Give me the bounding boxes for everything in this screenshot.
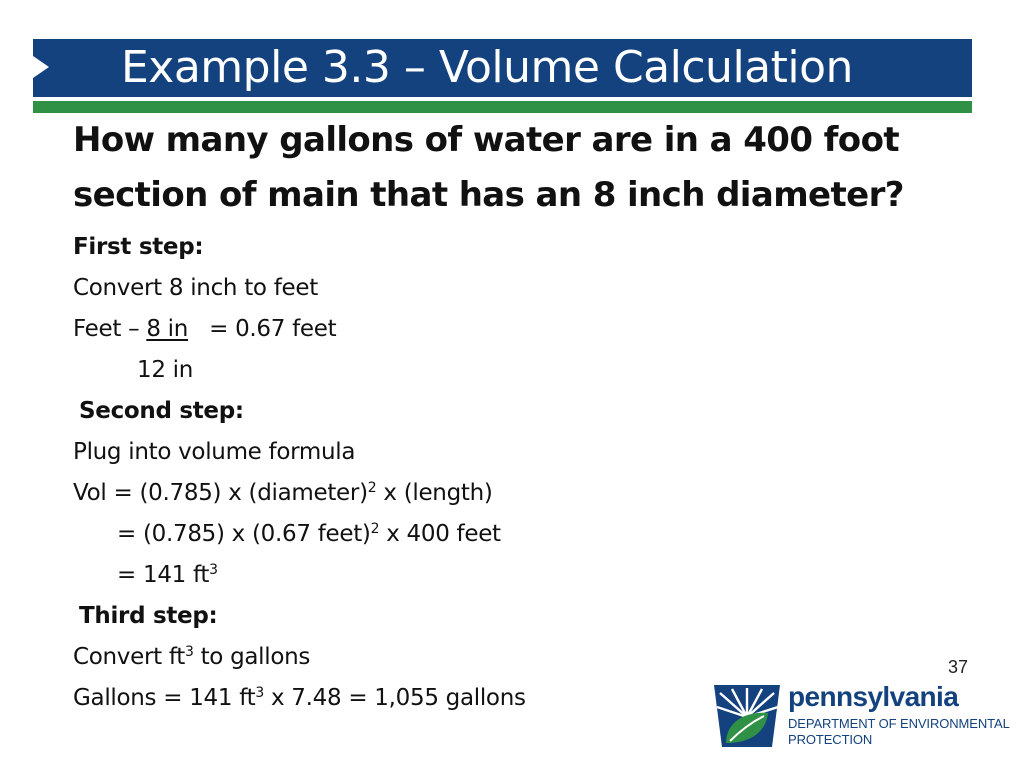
slide-title: Example 3.3 – Volume Calculation bbox=[121, 42, 853, 93]
conversion-denominator: 12 in bbox=[137, 357, 194, 383]
logo-wordmark: pennsylvania bbox=[788, 681, 959, 712]
gallons-b: x 7.48 = 1,055 gallons bbox=[263, 685, 526, 711]
volume-formula-b-end: x 400 feet bbox=[379, 521, 501, 547]
volume-formula bbox=[73, 473, 953, 514]
conversion-prefix: Feet – bbox=[73, 316, 147, 342]
third-step-a: Convert ft bbox=[73, 644, 185, 670]
first-step-line: Convert 8 inch to feet bbox=[73, 275, 318, 301]
title-bar bbox=[33, 39, 972, 97]
volume-formula-b-sup: 2 bbox=[370, 521, 380, 537]
third-step-b: to gallons bbox=[193, 644, 311, 670]
third-step-heading: Third step: bbox=[79, 603, 218, 629]
gallons-sup: 3 bbox=[255, 685, 264, 701]
second-step-heading: Second step: bbox=[79, 398, 244, 424]
volume-formula-a-sup: 2 bbox=[367, 480, 377, 496]
keystone-icon bbox=[712, 683, 782, 749]
volume-formula-b: = (0.785) x (0.67 feet) bbox=[117, 521, 371, 547]
second-step-line: Plug into volume formula bbox=[73, 439, 356, 465]
pa-dep-logo bbox=[712, 683, 1012, 749]
question-text: How many gallons of water are in a 400 foot section of main that has an 8 inch diameter? bbox=[73, 120, 904, 215]
first-step-heading: First step: bbox=[73, 234, 204, 260]
conversion-result: = 0.67 feet bbox=[209, 316, 337, 342]
slide-content bbox=[73, 113, 953, 719]
volume-formula-a: Vol = (0.785) x (diameter) bbox=[73, 480, 368, 506]
solution-steps bbox=[73, 227, 953, 719]
volume-substitution bbox=[73, 514, 953, 555]
page-number: 37 bbox=[948, 657, 969, 677]
title-arrow-icon bbox=[33, 56, 49, 78]
conversion-spacer bbox=[188, 316, 209, 342]
conversion-numerator: 8 in bbox=[146, 316, 189, 342]
volume-formula-c-sup: 3 bbox=[209, 562, 218, 578]
third-step-sup: 3 bbox=[184, 644, 194, 660]
logo-department bbox=[788, 716, 1010, 748]
logo-line-2: PROTECTION bbox=[788, 732, 873, 747]
logo-line-1: DEPARTMENT OF ENVIRONMENTAL bbox=[788, 716, 1010, 731]
third-step-line bbox=[73, 637, 953, 678]
volume-formula-c: = 141 ft bbox=[117, 562, 210, 588]
volume-result bbox=[73, 555, 953, 596]
title-accent-stripe bbox=[33, 101, 972, 113]
volume-formula-a-end: x (length) bbox=[376, 480, 493, 506]
conversion-line bbox=[73, 309, 953, 350]
gallons-a: Gallons = 141 ft bbox=[73, 685, 256, 711]
